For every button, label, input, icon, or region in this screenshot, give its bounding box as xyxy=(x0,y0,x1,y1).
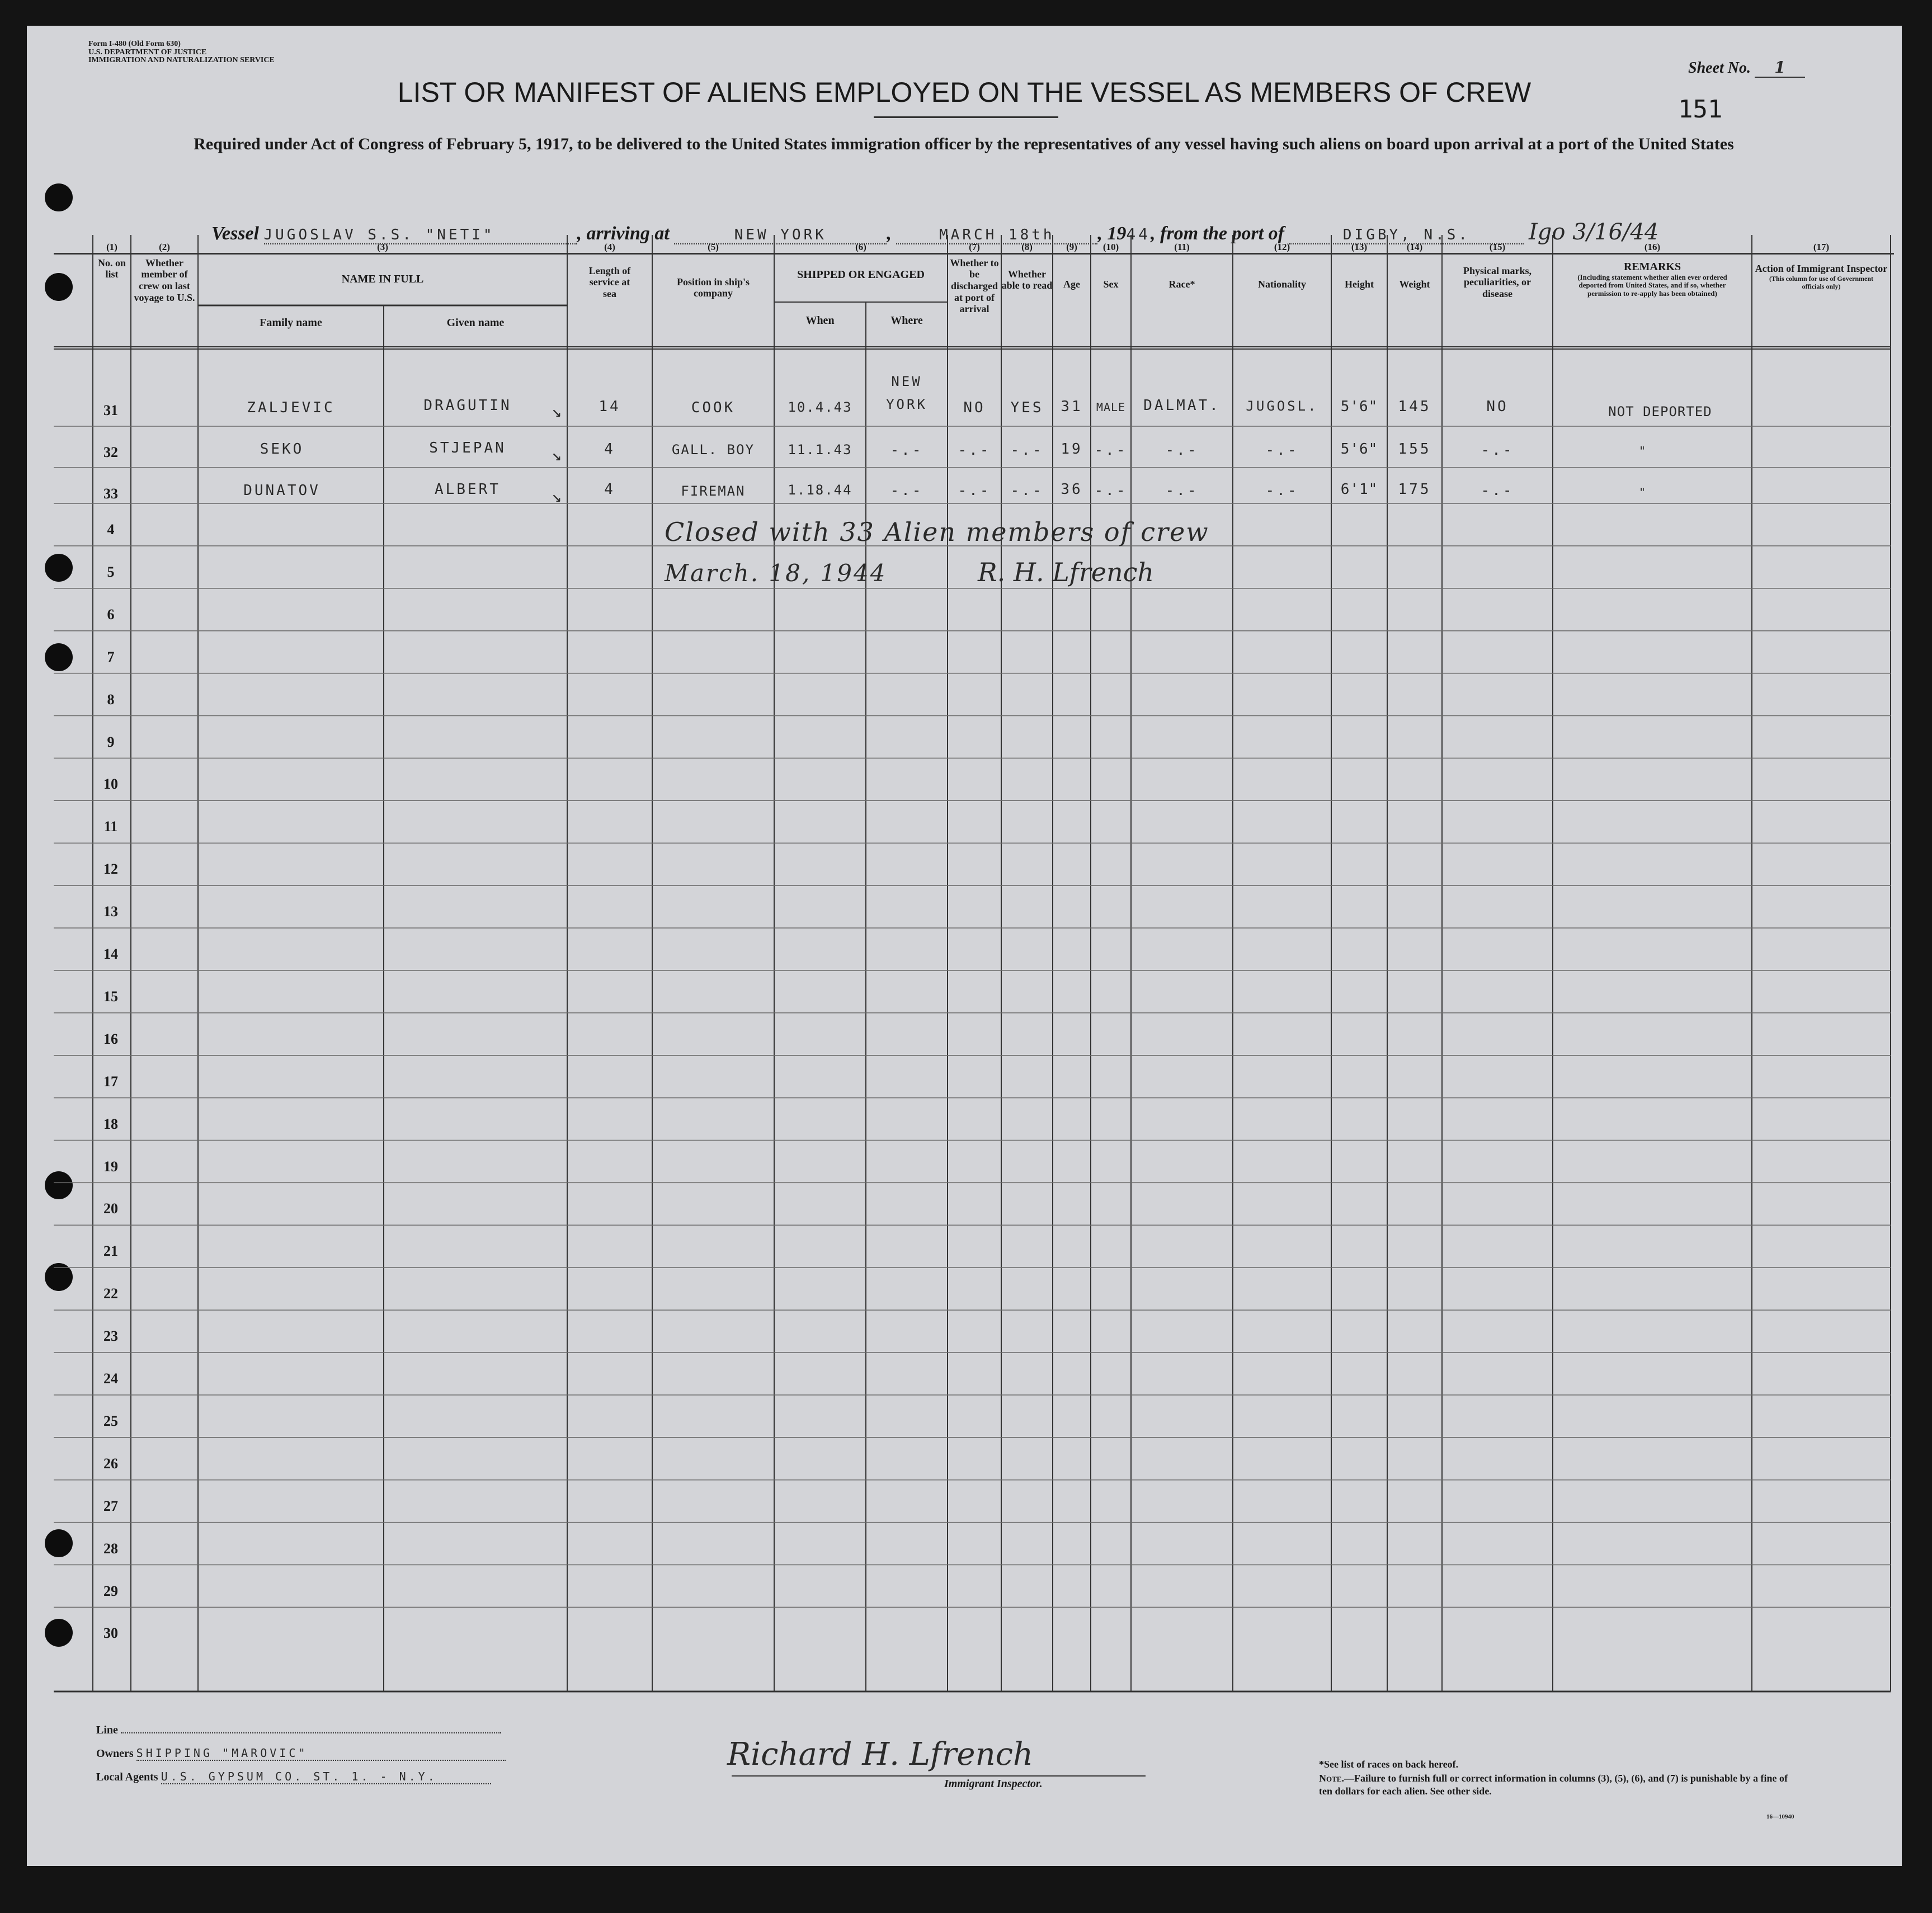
row-number: 25 xyxy=(103,1412,118,1429)
row-number: 21 xyxy=(103,1243,118,1260)
col-2-label: Whether member of crew on last voyage to U.S. xyxy=(134,257,195,303)
col-8-number: (8) xyxy=(1021,242,1033,252)
check-mark: ↘ xyxy=(551,402,564,421)
col-16-header xyxy=(1553,242,1752,298)
height: 6'1" xyxy=(1340,481,1378,498)
col-8-header xyxy=(1001,242,1053,291)
voyage-line: Vessel JUGOSLAV S.S. "NETI" , arriving at NEW YORK , MARCH 18th , 1944, from the port of DIGBY, N.S. Igo 3/16/44 xyxy=(211,219,1659,245)
service-length: 4 xyxy=(604,441,615,458)
age: 31 xyxy=(1061,398,1083,415)
owners-value: SHIPPING "MAROVIC" xyxy=(136,1746,506,1761)
given-name: DRAGUTIN xyxy=(423,397,512,414)
col-17-header xyxy=(1752,242,1891,291)
sex: -.- xyxy=(1094,482,1128,499)
row-number: 19 xyxy=(103,1158,118,1175)
row-number: 32 xyxy=(103,444,118,460)
row-number: 7 xyxy=(107,648,115,665)
col-6-when-header: When xyxy=(805,314,835,327)
col-2-number: (2) xyxy=(159,242,170,252)
row-number: 23 xyxy=(103,1328,118,1345)
col-9-number: (9) xyxy=(1066,242,1077,252)
shipped-when: 11.1.43 xyxy=(788,442,852,458)
row-number: 12 xyxy=(103,861,118,878)
row-number: 6 xyxy=(107,606,115,623)
remarks: NOT DEPORTED xyxy=(1608,404,1712,420)
family-name: SEKO xyxy=(260,441,304,458)
sex: -.- xyxy=(1094,442,1128,459)
nationality: -.- xyxy=(1265,442,1299,459)
agents-value: U.S. GYPSUM CO. ST. 1. - N.Y. xyxy=(161,1770,491,1784)
inspector-signature: Richard H. Lfrench xyxy=(727,1736,1034,1773)
line-label: Line xyxy=(96,1724,118,1736)
manifest-sheet xyxy=(27,26,1902,1866)
races-note: *See list of races on back hereof. xyxy=(1319,1759,1459,1770)
owners-label: Owners xyxy=(96,1747,134,1760)
arrival-date: MARCH 18th xyxy=(896,227,1097,244)
closing-note-date: March. 18, 1944 xyxy=(665,559,887,587)
inspector-signature-rule xyxy=(732,1775,1146,1777)
shipped-where: -.- xyxy=(890,442,923,459)
arriving-value: NEW YORK xyxy=(674,227,887,244)
row-number: 9 xyxy=(107,733,115,750)
closing-note-line-1: Closed with 33 Alien members of crew xyxy=(665,517,1209,547)
col-13-number: (13) xyxy=(1351,242,1368,252)
service-length: 14 xyxy=(599,398,621,415)
vessel-value: JUGOSLAV S.S. "NETI" xyxy=(264,227,577,244)
col-7-label: Whether to be discharged at port of arrival xyxy=(950,257,999,315)
able-to-read: -.- xyxy=(1010,442,1044,459)
col-3-label: NAME IN FULL xyxy=(341,272,424,285)
line-value xyxy=(121,1732,501,1733)
shipped-where: NEW YORK xyxy=(886,374,927,412)
weight: 145 xyxy=(1398,398,1431,415)
row-number: 10 xyxy=(103,776,118,793)
able-to-read: YES xyxy=(1010,399,1044,416)
age: 19 xyxy=(1061,441,1083,458)
position: GALL. BOY xyxy=(671,442,755,458)
row-number: 20 xyxy=(103,1200,118,1217)
handwritten-note: Igo 3/16/44 xyxy=(1528,219,1659,245)
footer-owners-field xyxy=(96,1746,506,1761)
col-5-number: (5) xyxy=(708,242,719,252)
discharged: -.- xyxy=(958,442,991,459)
col-15-number: (15) xyxy=(1489,242,1506,252)
row-number: 33 xyxy=(103,486,118,502)
shipped-where: -.- xyxy=(890,482,923,499)
col-14-header xyxy=(1387,242,1442,290)
inspector-label: Immigrant Inspector. xyxy=(944,1778,1043,1790)
note-text: —Failure to furnish full or correct information in columns (3), (5), (6), and (7) is punishable by a fine of ten dollars for each alien. See other side. xyxy=(1319,1773,1788,1797)
age: 36 xyxy=(1061,481,1083,498)
page-title: LIST OR MANIFEST OF ALIENS EMPLOYED ON THE VESSEL AS MEMBERS OF CREW xyxy=(397,77,1532,108)
row-number: 11 xyxy=(103,818,118,835)
agents-label: Local Agents xyxy=(96,1771,158,1783)
col-14-label: Weight xyxy=(1399,278,1430,290)
row-number: 18 xyxy=(103,1115,118,1132)
col-10-number: (10) xyxy=(1102,242,1119,252)
col-12-label: Nationality xyxy=(1257,278,1306,290)
position: COOK xyxy=(691,399,736,416)
col-12-number: (12) xyxy=(1274,242,1290,252)
position: FIREMAN xyxy=(681,483,746,499)
height: 5'6" xyxy=(1340,398,1378,415)
col-7-header xyxy=(948,242,1001,315)
vessel-label: Vessel xyxy=(211,223,259,244)
arrival-year: 44 xyxy=(1126,225,1151,243)
col-3-given-header: Given name xyxy=(446,317,505,329)
remarks: " xyxy=(1638,444,1648,458)
row-number: 8 xyxy=(107,691,115,708)
col-10-header xyxy=(1091,242,1131,290)
col-6-label: SHIPPED OR ENGAGED xyxy=(797,268,925,281)
col-2-header xyxy=(131,242,198,303)
row-number: 14 xyxy=(103,946,118,962)
col-15-label: Physical marks, peculiarities, or disease xyxy=(1463,265,1532,299)
row-number: 29 xyxy=(103,1582,118,1599)
footer-agents-field xyxy=(96,1770,491,1784)
col-17-sublabel: (This column for use of Government officials only) xyxy=(1769,275,1874,291)
physical-marks: NO xyxy=(1486,398,1509,415)
sheet-number-value: 1 xyxy=(1755,58,1805,78)
col-14-number: (14) xyxy=(1406,242,1423,252)
col-7-number: (7) xyxy=(969,242,980,252)
row-number: 26 xyxy=(103,1455,118,1472)
row-number: 5 xyxy=(107,563,115,580)
discharged: -.- xyxy=(958,482,991,499)
closing-note-initials: R. H. Lfrench xyxy=(978,557,1155,587)
row-number: 16 xyxy=(103,1030,118,1047)
col-5-label: Position in ship's company xyxy=(676,276,750,299)
row-number: 17 xyxy=(103,1073,118,1090)
col-1-label: No. on list xyxy=(97,257,126,280)
col-11-label: Race* xyxy=(1168,278,1195,290)
race: DALMAT. xyxy=(1143,397,1221,414)
col-9-header xyxy=(1053,242,1091,290)
race: -.- xyxy=(1165,442,1199,459)
col-15-header xyxy=(1442,242,1553,300)
physical-marks: -.- xyxy=(1481,482,1514,499)
col-5-header xyxy=(652,242,774,299)
col-4-label: Length of service at sea xyxy=(588,265,631,299)
note-label: Note. xyxy=(1319,1773,1344,1784)
page-subtitle: Required under Act of Congress of February 5, 1917, to be delivered to the United States immigration officer by the representatives of any vessel having such aliens on board upon arrival at a port of the United States xyxy=(194,135,1734,153)
col-3-number: (3) xyxy=(377,242,388,252)
year-prefix: , 19 xyxy=(1097,223,1127,244)
row-number: 4 xyxy=(107,521,115,538)
weight: 175 xyxy=(1398,481,1431,498)
col-16-label: REMARKS xyxy=(1623,260,1681,273)
col-16-sublabel: (Including statement whether alien ever ordered deported from United States, and if so, whether permission to re-apply has been obtained) xyxy=(1577,272,1727,298)
col-16-number: (16) xyxy=(1644,242,1661,252)
remarks: " xyxy=(1638,486,1648,499)
col-13-header xyxy=(1331,242,1387,290)
col-3-family-header: Family name xyxy=(260,317,322,329)
col-3-header xyxy=(198,242,567,286)
check-mark: ↘ xyxy=(551,445,564,465)
col-17-number: (17) xyxy=(1813,242,1830,252)
stamp-number: 151 xyxy=(1678,95,1723,124)
col-4-number: (4) xyxy=(604,242,615,252)
col-12-header xyxy=(1233,242,1331,290)
sheet-number-label: Sheet No. xyxy=(1688,59,1751,77)
shipped-when: 1.18.44 xyxy=(788,482,852,498)
arriving-label: , arriving at xyxy=(577,223,670,244)
given-name: ALBERT xyxy=(435,481,501,498)
col-4-header xyxy=(567,242,652,300)
col-13-label: Height xyxy=(1345,278,1374,290)
from-port-label: , from the port of xyxy=(1151,223,1284,244)
physical-marks: -.- xyxy=(1481,442,1514,459)
penalty-note xyxy=(1319,1772,1800,1798)
service-length: 4 xyxy=(604,481,615,498)
col-11-number: (11) xyxy=(1174,242,1190,252)
sex: MALE xyxy=(1096,400,1126,414)
row-number: 30 xyxy=(103,1625,118,1642)
check-mark: ↘ xyxy=(551,487,564,506)
footer-line-field xyxy=(96,1724,501,1737)
family-name: DUNATOV xyxy=(243,482,321,499)
row-number: 31 xyxy=(103,402,118,418)
service: IMMIGRATION AND NATURALIZATION SERVICE xyxy=(88,56,275,65)
row-number: 28 xyxy=(103,1540,118,1557)
shipped-when: 10.4.43 xyxy=(788,399,852,415)
print-code: 16—10940 xyxy=(1766,1813,1794,1820)
col-6-header xyxy=(774,242,948,281)
row-number: 13 xyxy=(103,903,118,920)
row-number: 15 xyxy=(103,988,118,1005)
given-name: STJEPAN xyxy=(429,440,506,456)
col-10-label: Sex xyxy=(1103,278,1119,290)
row-number: 27 xyxy=(103,1497,118,1514)
col-17-label: Action of Immigrant Inspector xyxy=(1755,262,1888,274)
col-6-number: (6) xyxy=(855,242,866,252)
weight: 155 xyxy=(1398,441,1431,458)
col-9-label: Age xyxy=(1063,278,1080,290)
nationality: JUGOSL. xyxy=(1246,398,1318,414)
col-1-number: (1) xyxy=(106,242,117,252)
form-number: Form I-480 (Old Form 630) xyxy=(88,40,181,48)
col-8-label: Whether able to read xyxy=(1001,268,1053,291)
row-number: 24 xyxy=(103,1370,118,1387)
discharged: NO xyxy=(963,399,986,416)
col-1-header xyxy=(93,242,131,280)
col-6-where-header: Where xyxy=(890,314,923,327)
race: -.- xyxy=(1165,482,1199,499)
nationality: -.- xyxy=(1265,482,1299,499)
height: 5'6" xyxy=(1340,441,1378,458)
family-name: ZALJEVIC xyxy=(247,399,335,416)
row-number: 22 xyxy=(103,1285,118,1302)
department: U.S. DEPARTMENT OF JUSTICE xyxy=(88,48,207,56)
able-to-read: -.- xyxy=(1010,482,1044,499)
departure-port: DIGBY, N.S. xyxy=(1289,227,1524,244)
col-11-header xyxy=(1131,242,1233,290)
